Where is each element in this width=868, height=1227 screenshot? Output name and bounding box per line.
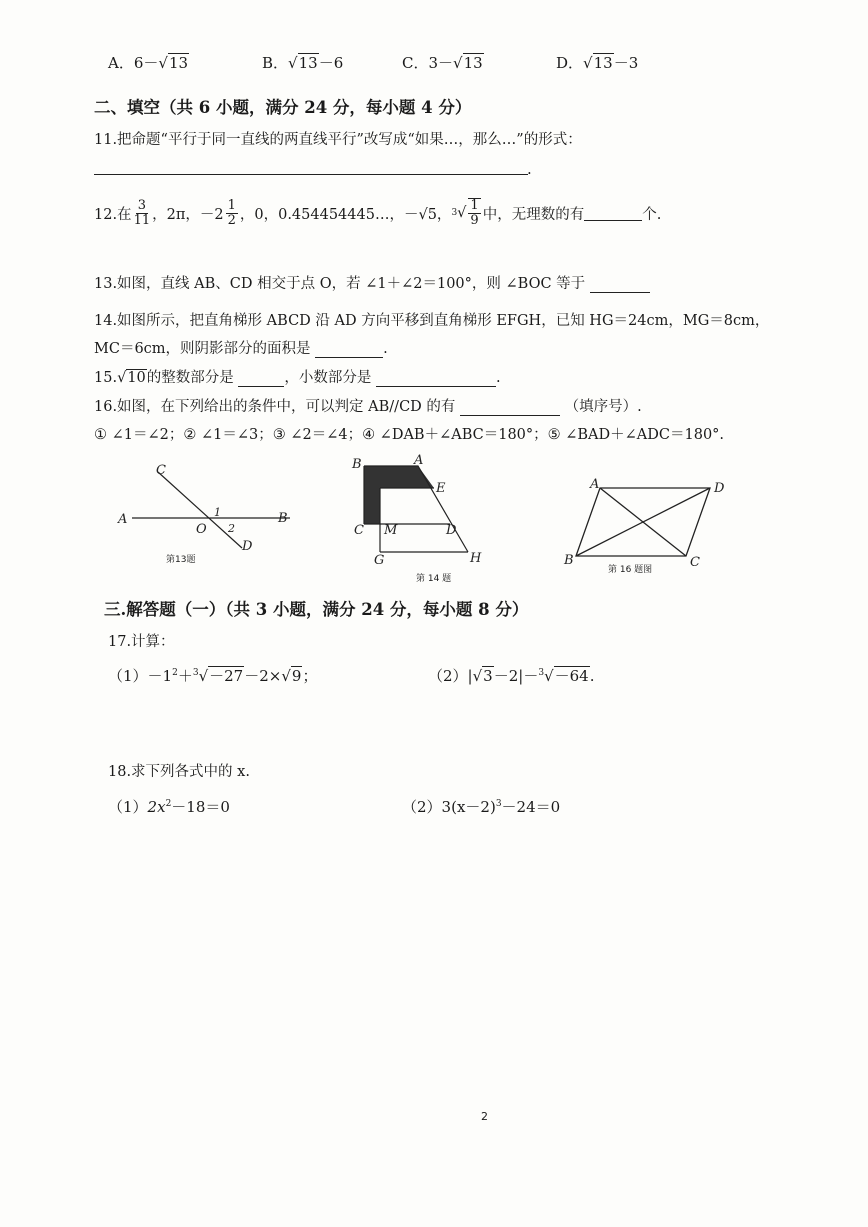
expr: 2x [147,798,166,816]
q12-mid1: ，2π，－2 [152,206,224,223]
label-c: C [354,523,364,538]
label-b: B [278,511,288,526]
label-h: H [470,551,482,566]
label-2: 2 [228,522,235,535]
label-c: C [156,463,166,478]
q15-text2: ，小数部分是 [284,370,372,386]
q15-end: . [495,370,501,386]
radicand: 3 [483,667,493,685]
label-m: M [384,523,398,538]
q13-text: 13.如图，直线 AB、CD 相交于点 O，若 ∠1＋∠2＝100°，则 ∠BOC 等于 [94,276,586,292]
choice-label: A． [108,54,134,72]
q15-prefix: 15. [94,370,118,386]
figure-13 [110,460,300,570]
label-a: A [590,477,600,492]
q11-text: 11.把命题“平行于同一直线的两直线平行”改写成“如果…，那么…”的形式： [94,132,582,148]
cube-root-index: 3 [451,208,458,218]
figure-14 [348,452,498,567]
expr-end: ； [302,667,318,685]
choice-label: D． [556,54,584,72]
q15-text: 的整数部分是 [146,370,234,386]
figure-16-caption: 第 16 题图 [608,565,653,575]
label-e: E [436,481,446,496]
fraction-denominator: 2 [227,212,236,228]
radicand: －64 [554,667,589,685]
q14-line2 [94,337,388,358]
q11-period: . [527,160,532,178]
choice-label: C． [402,54,429,72]
radicand: 9 [291,667,302,685]
q15-decimal-blank [376,372,496,387]
q16-text-end: （填序号）. [564,399,642,415]
fraction-numerator: 3 [137,197,146,213]
q13-line [94,272,650,293]
fraction-3-11 [134,199,151,228]
part-label: （2） [428,667,468,685]
choice-d: D．√13－3 [556,54,639,72]
q17-part1: $(1)-1^2+^3√-27-2\times√9$； [108,667,318,685]
q12-suffix: 中，无理数的有 [482,206,585,223]
label-b: B [352,457,362,472]
q18-title: 18.求下列各式中的 x. [108,764,250,780]
expr: －24＝0 [501,798,561,816]
radicand: －27 [209,667,244,685]
radicand: 10 [127,370,146,386]
q14-line1: 14.如图所示，把直角梯形 ABCD 沿 AD 方向平移到直角梯形 EFGH，已知 HG＝24cm，MG＝8cm， [94,313,770,329]
label-a: A [414,453,424,468]
fraction-numerator: 1 [227,197,236,213]
label-o: O [196,522,207,537]
figure-16 [560,472,740,572]
q16-line1 [94,395,642,416]
q12-suffix-end: 个. [642,206,662,223]
section2-title: 二、填空（共 6 小题，满分 24 分，每小题 4 分） [94,98,472,117]
label-d: D [714,481,725,496]
expr: －2|－ [493,667,539,685]
label-d: D [242,539,253,554]
choice-text: －6 [318,54,344,72]
expr: ＋ [177,667,193,685]
choice-text: 3－ [428,54,454,72]
label-1: 1 [214,506,221,519]
q17-title: 17.计算： [108,634,175,650]
part-label: （2） [402,798,442,816]
choice-c: C．3－√13 [402,54,483,72]
label-g: G [374,553,385,567]
exponent: 3 [495,799,502,809]
q12-prefix: 12.在 [94,206,132,223]
expr: 3(x－2) [441,798,496,816]
exponent: 2 [172,668,178,678]
q14-answer-blank [315,343,383,358]
q15-integer-blank [238,372,284,387]
exponent: 2 [165,799,172,809]
fraction-1-2 [226,199,238,228]
q12-answer-blank [584,206,642,221]
section3-title: 三.解答题（一）（共 3 小题，满分 24 分，每小题 8 分） [104,600,529,619]
label-b: B [564,553,574,568]
q18-part1 [108,796,230,817]
q11-answer-line [94,160,528,175]
expr: －18＝0 [171,798,230,816]
q17-part2: （2）|√3－2|－$^3$√－64. [428,667,595,685]
label-d: D [446,523,457,538]
choice-b: B．√13－6 [262,54,344,72]
fraction-numerator: 1 [470,198,479,213]
expr: －2× [244,667,282,685]
cube-root-index: 3 [192,668,199,678]
expr-end: . [589,667,595,685]
fraction-denominator: 11 [133,212,151,228]
radicand: 13 [593,54,613,72]
q16-answer-blank [460,401,560,416]
fraction-1-9 [468,198,480,228]
q16-text: 16.如图，在下列给出的条件中，可以判定 AB//CD 的有 [94,399,456,415]
q16-conditions: ① ∠1＝∠2；② ∠1＝∠3；③ ∠2＝∠4；④ ∠DAB＋∠ABC＝180°；⑤ ∠BAD＋∠ADC＝180°. [94,427,725,443]
q12-mid2: ，0，0.454454445…，－√5， [239,206,452,223]
choice-text: 6－ [133,54,159,72]
radicand: 13 [463,54,483,72]
radicand: 13 [168,54,189,72]
part-label: （1） [108,667,148,685]
cube-root-index: 3 [538,668,545,678]
q13-answer-blank [590,278,650,293]
expr: | [467,667,473,685]
part-label: （1） [108,798,148,816]
page-number: 2 [481,1110,488,1123]
q15-line: 15.√10的整数部分是 ，小数部分是 . [94,370,501,386]
radicand: 13 [298,54,318,72]
q14-text: MC＝6cm，则阴影部分的面积是 [94,341,311,357]
choice-a: A．6－√13 [108,54,189,72]
figure-14-caption: 第 14 题 [416,574,452,584]
expr: －1 [147,667,173,685]
fraction-denominator: 9 [470,213,479,228]
period: . [383,341,388,357]
label-a: A [118,512,128,527]
choice-text: －3 [613,54,639,72]
label-c: C [690,555,700,570]
q12-line: 12.在 $\frac{3}{11}$ ，2π，－2 $\frac{1}{2}$ ，0，0.454454445…，－√5， 3 √ $\frac{1}{9}$ 中，无理数的有 个. [94,197,662,228]
figure-13-caption: 第13题 [166,555,196,565]
q18-part2 [402,796,560,817]
choice-label: B． [262,54,289,72]
